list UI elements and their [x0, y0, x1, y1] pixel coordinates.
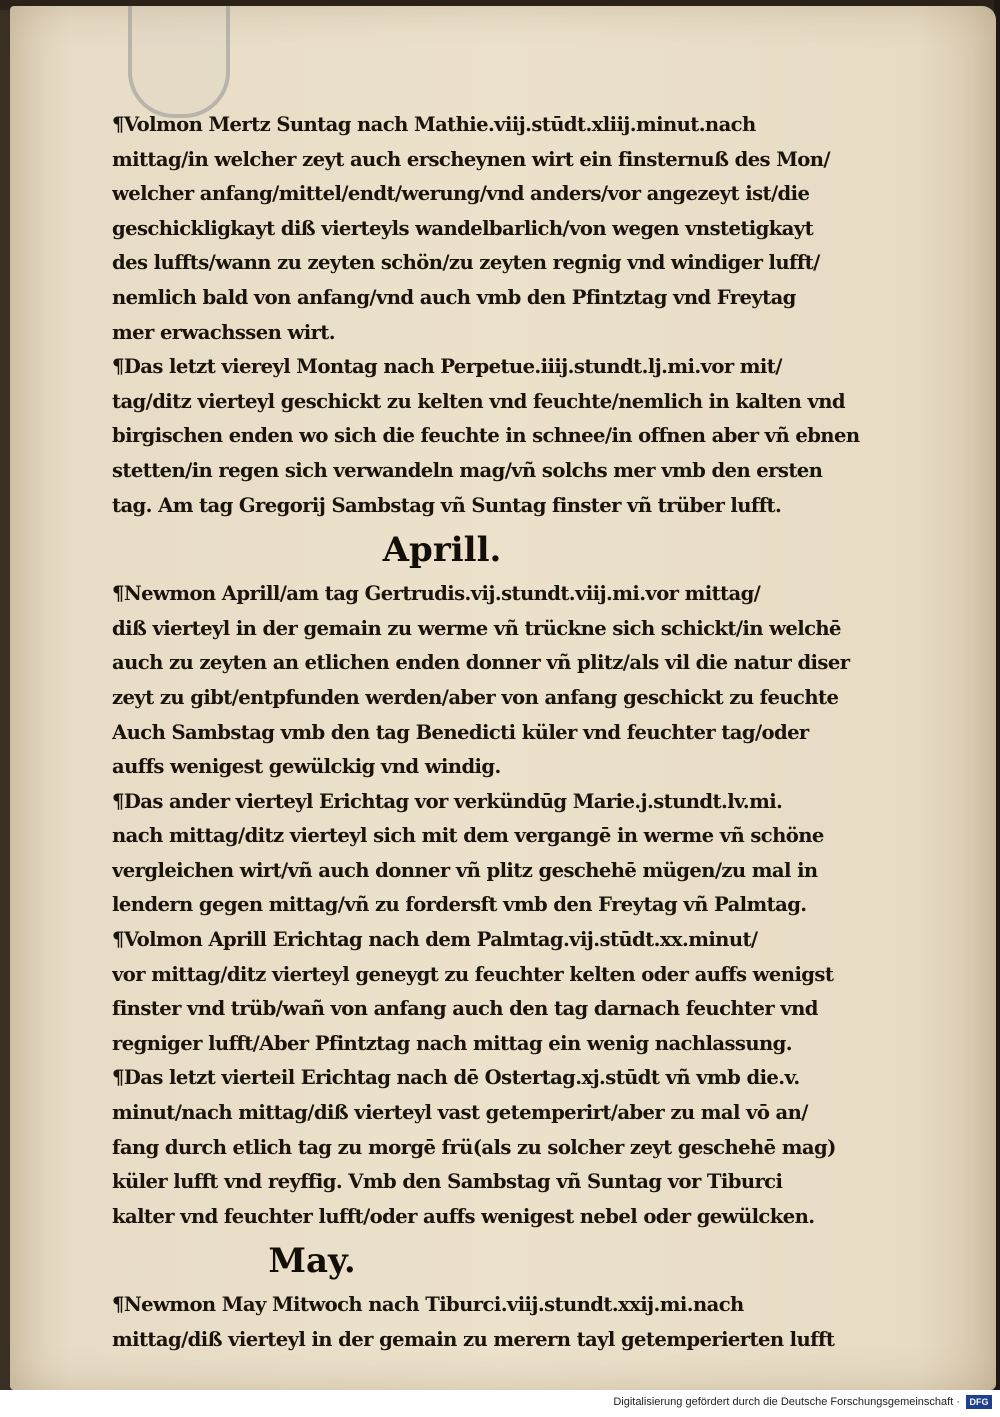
text-line: nach mittag/ditz vierteyl sich mit dem vergangē in werme vñ schöne	[112, 824, 824, 848]
text-line: stetten/in regen sich verwandeln mag/vñ solchs mer vmb den ersten	[112, 458, 823, 482]
text-line: lendern gegen mittag/vñ zu fordersft vmb den Freytag vñ Palmtag.	[112, 893, 807, 917]
text-line: ¶Newmon Aprill/am tag Gertrudis.vij.stundt.viij.mi.vor mittag/	[112, 582, 761, 606]
footer-bar	[0, 1390, 1000, 1417]
top-section	[112, 108, 882, 523]
text-line: welcher anfang/mittel/endt/werung/vnd anders/vor angezeyt ist/die	[112, 182, 810, 206]
text-line: regniger lufft/Aber Pfintztag nach mittag ein wenig nachlassung.	[112, 1031, 792, 1055]
text-line: nemlich bald von anfang/vnd auch vmb den Pfintztag vnd Freytag	[112, 285, 796, 309]
text-line: minut/nach mittag/diß vierteyl vast getemperirt/aber zu mal vō an/	[112, 1101, 808, 1125]
text-line: geschickligkayt diß vierteyls wandelbarlich/von wegen vnstetigkayt	[112, 216, 814, 240]
text-line: ¶Das ander vierteyl Erichtag vor verkündūg Marie.j.stundt.lv.mi.	[112, 789, 783, 813]
april-section	[112, 577, 882, 1234]
text-line: mittag/in welcher zeyt auch erscheynen wirt ein finsternuß des Mon/	[112, 147, 830, 171]
text-line: fang durch etlich tag zu morgē frü(als zu solcher zeyt geschehē mag)	[112, 1135, 836, 1159]
paper-clip-shadow	[128, 6, 230, 118]
text-line: küler lufft vnd reyffig. Vmb den Sambstag vñ Suntag vor Tiburci	[112, 1170, 783, 1194]
dfg-logo: DFG	[966, 1395, 992, 1409]
text-line: ¶Volmon Aprill Erichtag nach dem Palmtag.vij.stūdt.xx.minut/	[112, 928, 758, 952]
month-heading-may: May.	[268, 1241, 356, 1282]
month-heading-april: Aprill.	[382, 530, 502, 571]
text-line: mittag/diß vierteyl in der gemain zu merern tayl getemperierten lufft	[112, 1328, 835, 1351]
funding-note: Digitalisierung gefördert durch die Deutsche Forschungsgemeinschaft ·	[613, 1396, 960, 1408]
text-line: tag/ditz vierteyl geschickt zu kelten vnd feuchte/nemlich in kalten vnd	[112, 389, 845, 413]
text-line: ¶Das letzt viereyl Montag nach Perpetue.iiij.stundt.lj.mi.vor mit/	[112, 355, 782, 379]
text-line: des luffts/wann zu zeyten schön/zu zeyten regnig vnd windiger lufft/	[112, 251, 820, 275]
text-line: birgischen enden wo sich die feuchte in schnee/in offnen aber vñ ebnen	[112, 424, 860, 448]
text-line: Auch Sambstag vmb den tag Benedicti küler vnd feuchter tag/oder	[112, 720, 809, 744]
may-section	[112, 1288, 882, 1357]
text-line: auch zu zeyten an etlichen enden donner vñ plitz/als vil die natur diser	[112, 651, 850, 675]
text-line: zeyt zu gibt/entpfunden werden/aber von anfang geschickt zu feuchte	[112, 685, 839, 709]
text-line: tag. Am tag Gregorij Sambstag vñ Suntag finster vñ trüber lufft.	[112, 493, 782, 517]
text-line: ¶Das letzt vierteil Erichtag nach dē Ostertag.xj.stūdt vñ vmb die.v.	[112, 1066, 800, 1090]
text-line: ¶Volmon Mertz Suntag nach Mathie.viij.stūdt.xliij.minut.nach	[112, 113, 756, 136]
page-text	[112, 108, 882, 1358]
text-line: kalter vnd feuchter lufft/oder auffs wenigest nebel oder gewülcken.	[112, 1204, 815, 1228]
text-line: vor mittag/ditz vierteyl geneygt zu feuchter kelten oder auffs wenigst	[112, 962, 834, 986]
text-line: auffs wenigest gewülckig vnd windig.	[112, 755, 501, 779]
text-line: mer erwachssen wirt.	[112, 320, 335, 344]
text-line: diß vierteyl in der gemain zu werme vñ trückne sich schickt/in welchē	[112, 616, 841, 640]
text-line: finster vnd trüb/wañ von anfang auch den tag darnach feuchter vnd	[112, 997, 818, 1021]
text-line: ¶Newmon May Mitwoch nach Tiburci.viij.stundt.xxij.mi.nach	[112, 1293, 744, 1317]
text-line: vergleichen wirt/vñ auch donner vñ plitz geschehē mügen/zu mal in	[112, 858, 818, 882]
